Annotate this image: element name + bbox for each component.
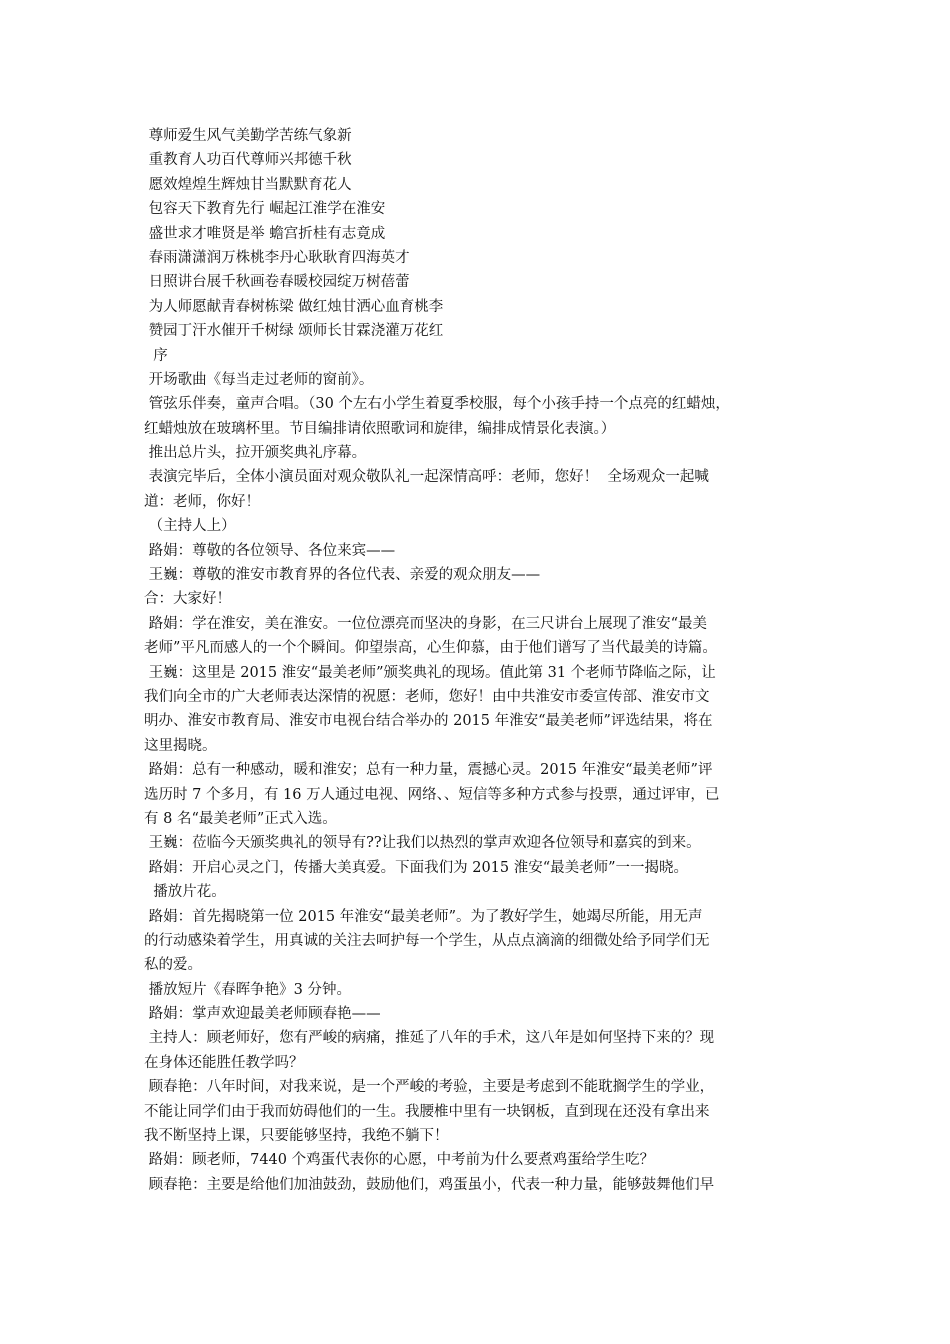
poem-line: 春雨潇潇润万株桃李丹心耿耿育四海英才 xyxy=(144,249,410,266)
poem-line: 愿效煌煌生辉烛甘当默默育花人 xyxy=(144,176,352,193)
dialogue-line: 老师”平凡而感人的一个个瞬间。仰望崇高，心生仰慕，由于他们谱写了当代最美的诗篇。 xyxy=(144,640,717,657)
dialogue-line: 路娟：总有一种感动，暖和淮安；总有一种力量，震撼心灵。2015 年淮安“最美老师”评 xyxy=(144,762,713,779)
dialogue-line: 王巍：尊敬的淮安市教育界的各位代表、亲爱的观众朋友—— xyxy=(144,567,541,584)
text-line: 红蜡烛放在玻璃杯里。节目编排请依照歌词和旋律，编排成情景化表演。） xyxy=(144,420,616,437)
dialogue-line: 路娟：掌声欢迎最美老师顾春艳—— xyxy=(144,1006,381,1023)
dialogue-line: 有 8 名“最美老师”正式入选。 xyxy=(144,810,337,827)
dialogue-line: 选历时 7 个多月，有 16 万人通过电视、网络、、短信等多种方式参与投票，通过评审，已 xyxy=(144,786,720,803)
dialogue-line: 路娟：顾老师，7440 个鸡蛋代表你的心愿，中考前为什么要煮鸡蛋给学生吃？ xyxy=(144,1152,655,1169)
dialogue-line: 路娟：开启心灵之门，传播大美真爱。下面我们为 2015 淮安“最美老师”一一揭晓。 xyxy=(144,859,689,876)
dialogue-line: 我们向全市的广大老师表达深情的祝愿：老师，您好！由中共淮安市委宣传部、淮安市文 xyxy=(144,688,710,705)
text-line: 表演完毕后，全体小演员面对观众敬队礼一起深情高呼：老师，您好！ 全场观众一起喊 xyxy=(144,469,709,486)
poem-line: 日照讲台展千秋画卷春暖校园绽万树蓓蕾 xyxy=(144,274,410,291)
text-line: 开场歌曲《每当走过老师的窗前》。 xyxy=(144,371,374,388)
dialogue-line: 顾春艳：主要是给他们加油鼓劲，鼓励他们，鸡蛋虽小，代表一种力量，能够鼓舞他们早 xyxy=(144,1176,715,1193)
dialogue-line: 私的爱。 xyxy=(144,957,202,974)
dialogue-line: 顾春艳：八年时间，对我来说，是一个严峻的考验，主要是考虑到不能耽搁学生的学业， xyxy=(144,1079,715,1096)
dialogue-line: 我不断坚持上课，只要能够坚持，我绝不躺下！ xyxy=(144,1128,449,1145)
stage-direction: 播放片花。 xyxy=(144,884,226,901)
dialogue-line: 王巍：这里是 2015 淮安“最美老师”颁奖典礼的现场。值此第 31 个老师节降临之际，让 xyxy=(144,664,716,681)
dialogue-line: 不能让同学们由于我而妨碍他们的一生。我腰椎中里有一块钢板，直到现在还没有拿出来 xyxy=(144,1103,710,1120)
text-line: 管弦乐伴奏，童声合唱。（30 个左右小学生着夏季校服，每个小孩手持一个点亮的红蜡烛， xyxy=(144,396,730,413)
poem-line: 重教育人功百代尊师兴邦德千秋 xyxy=(144,152,352,169)
dialogue-line: 在身体还能胜任教学吗？ xyxy=(144,1054,304,1071)
dialogue-line: 合：大家好！ xyxy=(144,591,231,608)
dialogue-line: 王巍：莅临今天颁奖典礼的领导有??让我们以热烈的掌声欢迎各位领导和嘉宾的到来。 xyxy=(144,835,701,852)
dialogue-line: 主持人：顾老师好，您有严峻的病痛，推延了八年的手术，这八年是如何坚持下来的？现 xyxy=(144,1030,715,1047)
text-line: 推出总片头，拉开颁奖典礼序幕。 xyxy=(144,445,367,462)
poem-line: 包容天下教育先行 崛起江淮学在淮安 xyxy=(144,201,386,218)
poem-line: 盛世求才唯贤是举 蟾宫折桂有志竟成 xyxy=(144,225,386,242)
stage-direction: （主持人上） xyxy=(144,518,236,535)
dialogue-line: 的行动感染着学生，用真诚的关注去呵护每一个学生，从点点滴滴的细微处给予同学们无 xyxy=(144,932,710,949)
dialogue-line: 路娟：尊敬的各位领导、各位来宾—— xyxy=(144,542,396,559)
document-body xyxy=(144,124,814,1197)
poem-line: 尊师爱生风气美勤学苦练气象新 xyxy=(144,128,352,144)
poem-line: 为人师愿献青春树栋梁 做红烛甘洒心血育桃李 xyxy=(144,298,444,315)
dialogue-line: 路娟：学在淮安，美在淮安。一位位漂亮而坚决的身影，在三尺讲台上展现了淮安“最美 xyxy=(144,615,708,632)
stage-direction: 播放短片《春晖争艳》3 分钟。 xyxy=(144,981,351,998)
text-line: 道：老师，你好！ xyxy=(144,493,260,510)
dialogue-line: 路娟：首先揭晓第一位 2015 年淮安“最美老师”。为了教好学生，她竭尽所能，用无声 xyxy=(144,908,703,925)
poem-line: 赞园丁汗水催开千树绿 颂师长甘霖浇灌万花红 xyxy=(144,323,444,340)
dialogue-line: 这里揭晓。 xyxy=(144,737,217,754)
section-heading: 序 xyxy=(144,347,168,364)
dialogue-line: 明办、淮安市教育局、淮安市电视台结合举办的 2015 年淮安“最美老师”评选结果，将在 xyxy=(144,713,713,730)
